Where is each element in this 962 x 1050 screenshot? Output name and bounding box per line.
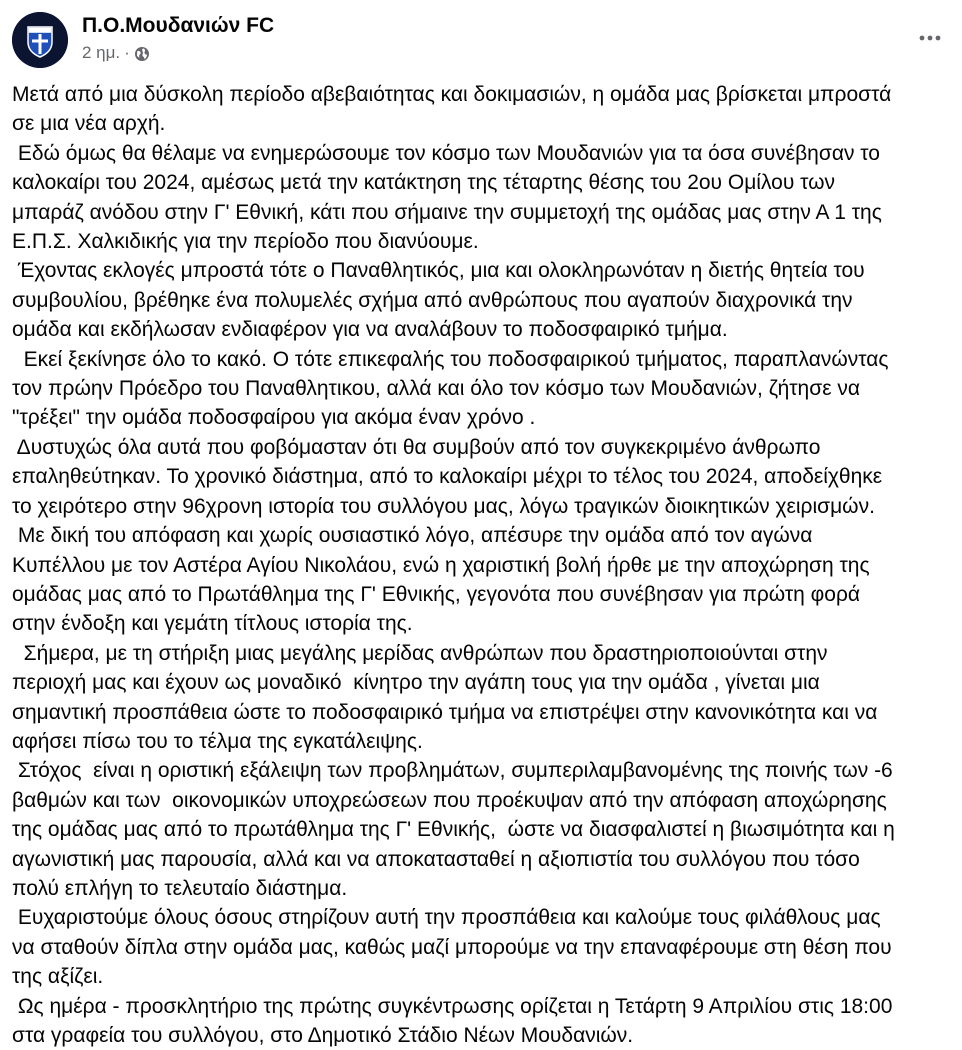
post-text-line: αγωνιστική μας παρουσία, αλλά και να αποκατασταθεί η αξιοπιστία του συλλόγου που τόσο <box>12 847 860 871</box>
more-options-button[interactable] <box>910 18 950 58</box>
post-text-line: Εδώ όμως θα θέλαμε να ενημερώσουμε τον κόσμο των Μουδανιών για τα όσα συνέβησαν το <box>12 141 880 165</box>
post-text-line: περιοχή μας και έχουν ως μοναδικό κίνητρο την αγάπη τους για την ομάδα , γίνεται μια <box>12 671 820 695</box>
post-text-line: επαληθεύτηκαν. Το χρονικό διάστημα, από το καλοκαίρι μέχρι το τέλος του 2024, αποδείχθηκε <box>12 465 883 489</box>
post-text-line: σημαντική προσπάθεια ώστε το ποδοσφαιρικό τμήμα να επιστρέψει στην κανονικότητα και να <box>12 700 878 724</box>
post-text-line: το χειρότερο στην 96χρονη ιστορία του συλλόγου μας, λόγω τραγικών διοικητικών χειρισμών. <box>12 494 875 518</box>
post-text-line: συμβουλίου, βρέθηκε ένα πολυμελές σχήμα από ανθρώπους που αγαπούν διαχρονικά την <box>12 288 853 312</box>
post-text-line: "τρέξει" την ομάδα ποδοσφαίρου για ακόμα έναν χρόνο . <box>12 406 536 430</box>
post-text-line: Έχοντας εκλογές μπροστά τότε ο Παναθλητικός, μια και ολοκληρωνόταν η διετής θητεία του <box>12 259 865 283</box>
post-text-line: στα γραφεία του συλλόγου, στο Δημοτικό Στάδιο Νέων Μουδανιών. <box>12 1024 634 1047</box>
post-text-line: Δυστυχώς όλα αυτά που φοβόμασταν ότι θα συμβούν από τον συγκεκριμένο άνθρωπο <box>12 435 821 459</box>
post-text-line: βαθμών και των οικονομικών υποχρεώσεων που προέκυψαν από την απόφαση αποχώρησης <box>12 788 887 812</box>
post-timestamp[interactable]: 2 ημ. <box>82 43 121 62</box>
post-text-line: ομάδας μας από το Πρωτάθλημα της Γ' Εθνικής, γεγονότα που συνέβησαν για πρώτη φορά <box>12 582 861 606</box>
post-text-line: Μετά από μια δύσκολη περίοδο αβεβαιότητας και δοκιμασιών, η ομάδα μας βρίσκεται μπροστά <box>12 83 892 106</box>
post-text-line: Ευχαριστούμε όλους όσους στηρίζουν αυτή την προσπάθεια και καλούμε τους φιλάθλους μας <box>12 906 881 930</box>
post-text-line: Εκεί ξεκίνησε όλο το κακό. Ο τότε επικεφαλής του ποδοσφαιρικού τμήματος, παραπλανώντας <box>12 347 889 371</box>
post-text-line: να σταθούν δίπλα στην ομάδα μας, καθώς μαζί μπορούμε να την επαναφέρουμε στη θέση που <box>12 935 892 959</box>
post-text-line: μπαράζ ανόδου στην Γ' Εθνική, κάτι που σήμαινε την συμμετοχή της ομάδας μας στην Α 1 της <box>12 200 882 224</box>
post-header <box>12 12 950 68</box>
post-text-line: σε μια νέα αρχή. <box>12 112 166 136</box>
post-text-line: αφήσει πίσω του το τέλμα της εγκατάλειψης. <box>12 729 423 753</box>
post-text-line: στην ένδοξη και γεμάτη τίτλους ιστορία της. <box>12 612 413 636</box>
post-text-line: τον πρώην Πρόεδρο του Παναθλητικου, αλλά και όλο τον κόσμο των Μουδανιών, ζήτησε να <box>12 377 861 401</box>
post-text-line: της αξίζει. <box>12 965 104 989</box>
club-crest-icon <box>12 12 68 68</box>
post-text-line: πολύ επλήγη το τελευταίο διάστημα. <box>12 876 348 900</box>
post-body <box>12 80 952 1050</box>
meta-separator: · <box>124 43 130 62</box>
post-text-line: της ομάδας μας από το πρωτάθλημα της Γ' Εθνικής, ώστε να διασφαλιστεί η βιωσιμότητα και η <box>12 818 895 842</box>
post-text-line: Στόχος είναι η οριστική εξάλειψη των προβλημάτων, συμπεριλαμβανομένης της ποινής των -6 <box>12 759 893 783</box>
post-meta <box>82 42 150 64</box>
globe-icon[interactable] <box>134 46 150 62</box>
more-options-icon <box>919 35 941 41</box>
page-name[interactable]: Π.Ο.Μουδανιών FC <box>82 14 275 37</box>
post-text-line: Με δική του απόφαση και χωρίς ουσιαστικό λόγο, απέσυρε την ομάδα από τον αγώνα <box>12 524 813 548</box>
post-text-line: Σήμερα, με τη στήριξη μιας μεγάλης μερίδας ανθρώπων που δραστηριοποιούνται στην <box>12 641 828 665</box>
post-text-line: καλοκαίρι του 2024, αμέσως μετά την κατάκτηση της τέταρτης θέσης του 2ου Ομίλου των <box>12 171 836 195</box>
post-text-line: ομάδα και εκδήλωσαν ενδιαφέρον για να αναλάβουν το ποδοσφαιρικό τμήμα. <box>12 318 728 342</box>
post-text-line: Κυπέλλου με τον Αστέρα Αγίου Νικολάου, ενώ η χαριστική βολή ήρθε με την αποχώρηση της <box>12 553 870 577</box>
avatar[interactable] <box>12 12 68 68</box>
post-text-line: Ε.Π.Σ. Χαλκιδικής για την περίοδο που διανύουμε. <box>12 230 479 254</box>
post-text-line: Ως ημέρα - προσκλητήριο της πρώτης συγκέντρωσης ορίζεται η Τετάρτη 9 Απριλίου στις 18:00 <box>12 994 893 1018</box>
